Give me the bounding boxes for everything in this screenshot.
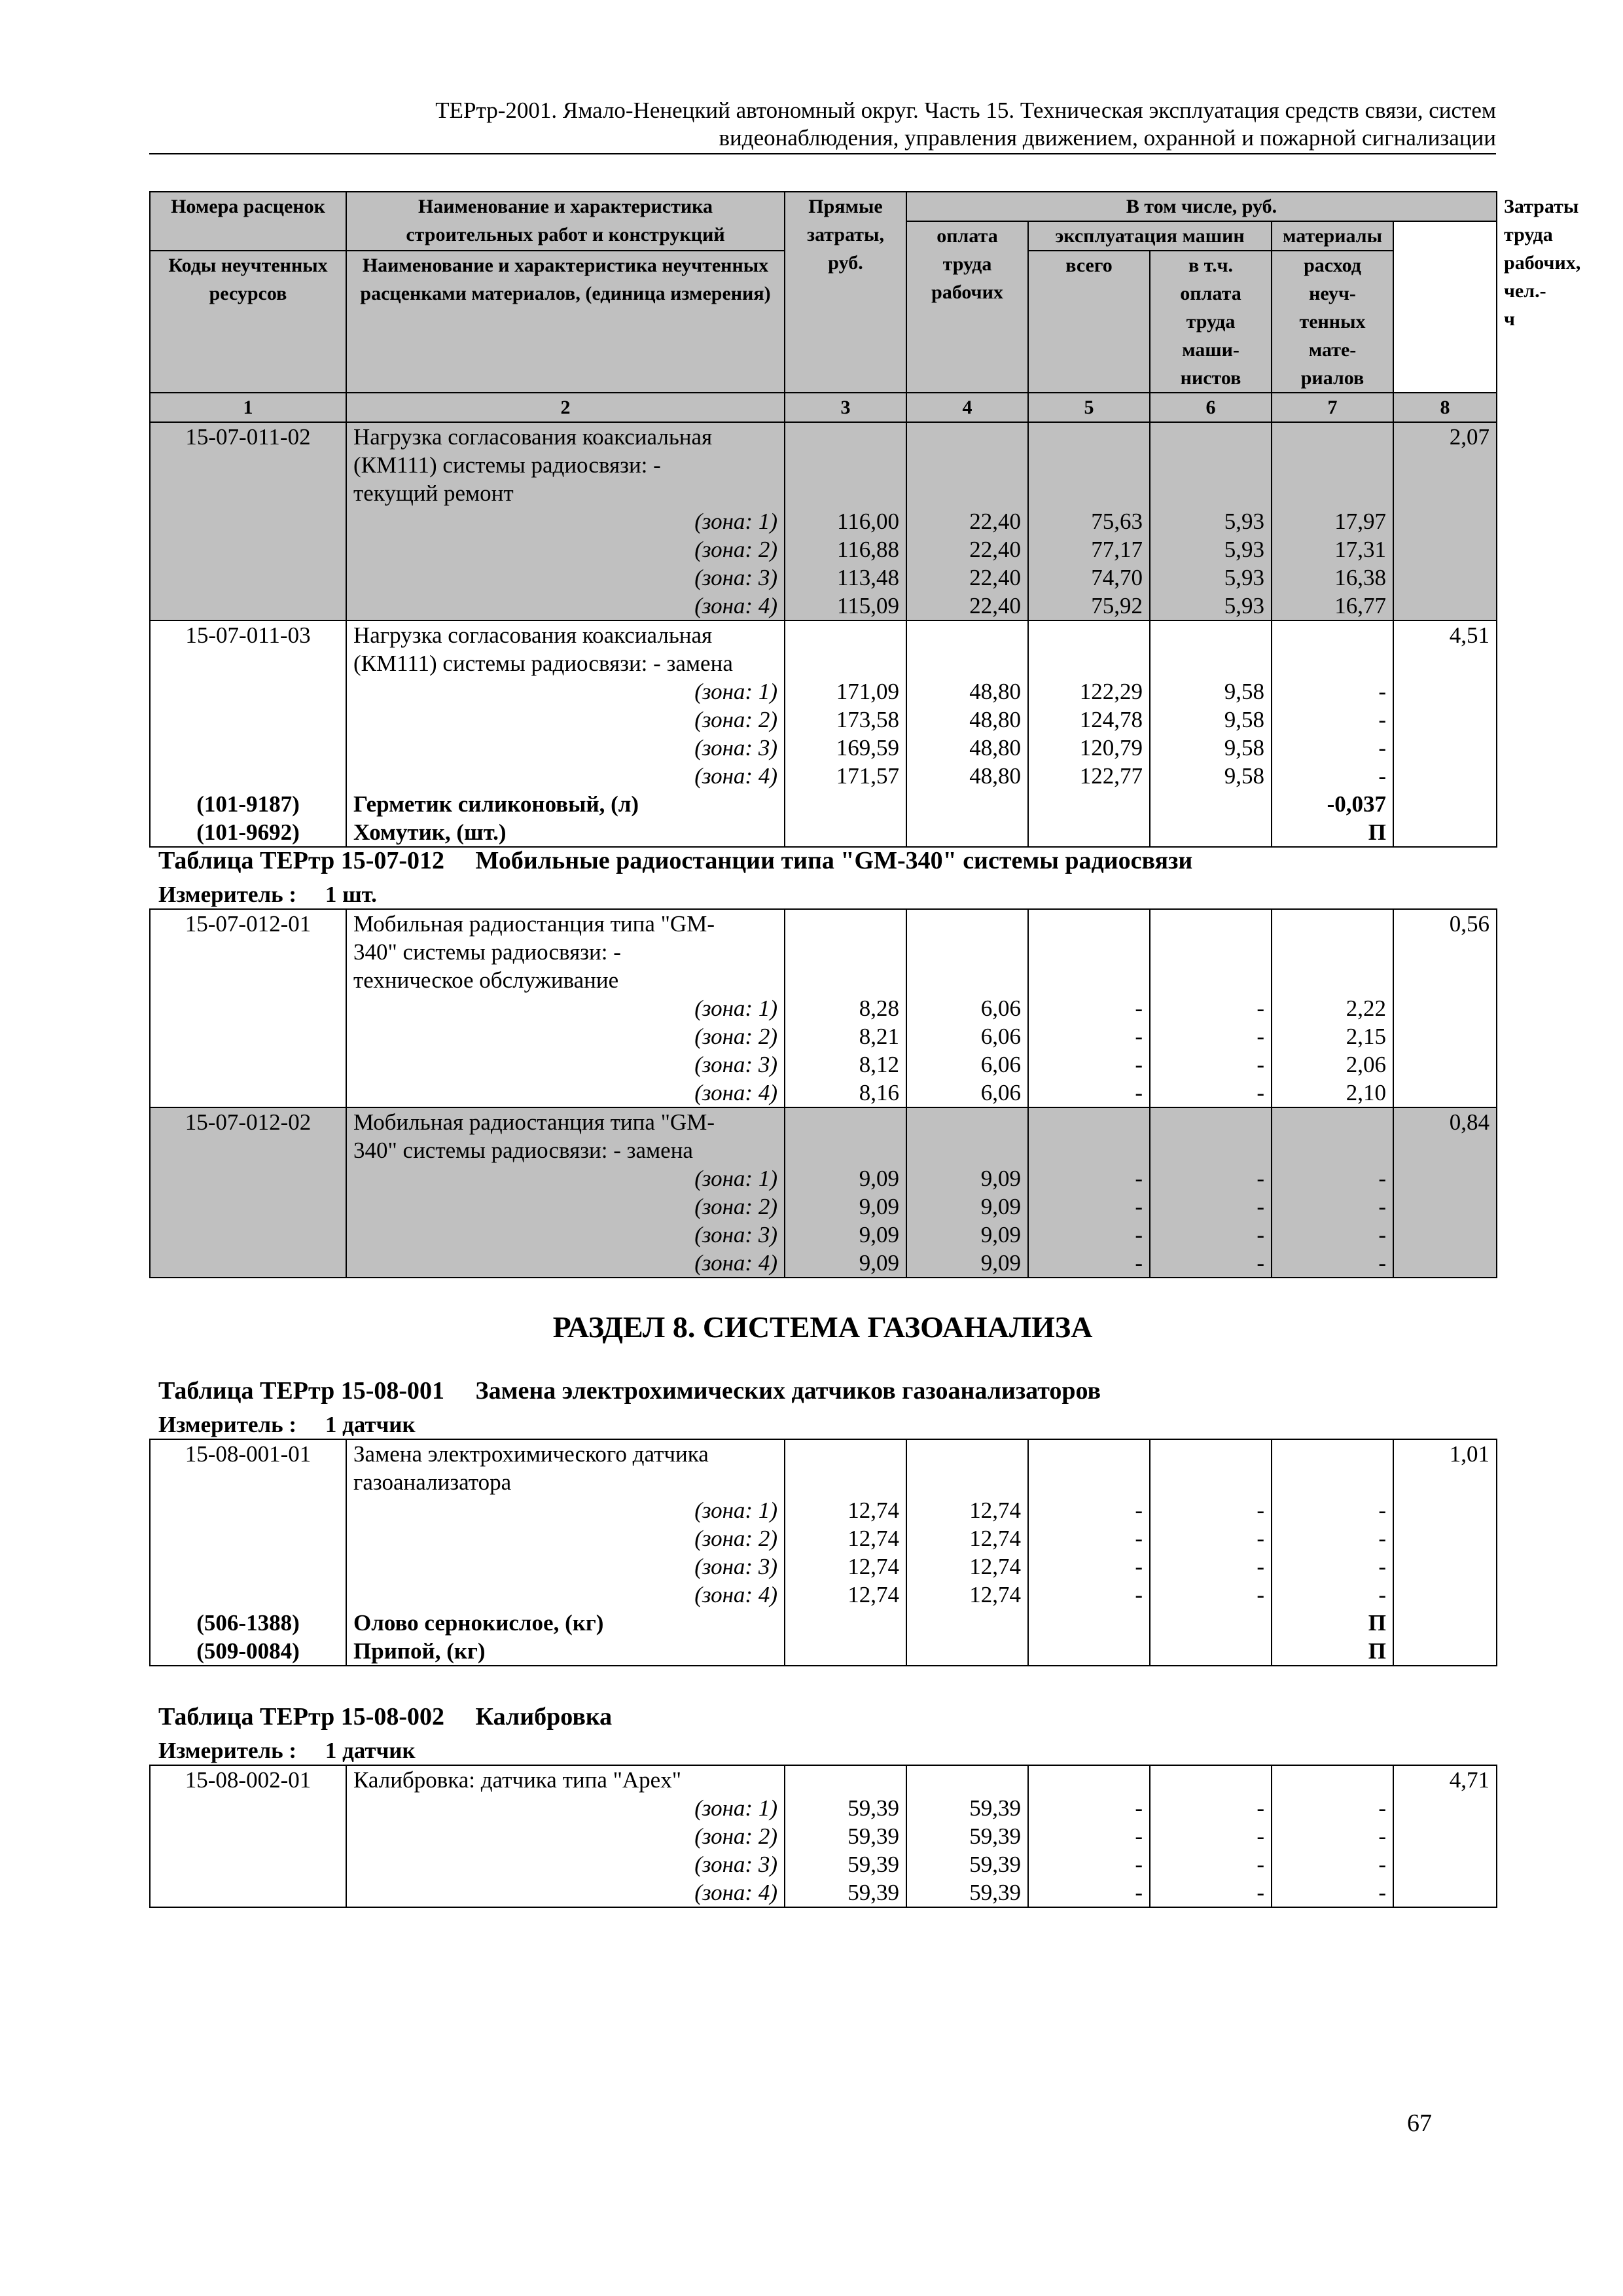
cell-v5: 74,70 [1028,564,1150,592]
table-row [150,535,1497,564]
table-row [150,994,1497,1022]
col-num: 2 [346,393,785,422]
cell-v3: 12,74 [785,1496,906,1524]
labor-cost: 0,56 [1393,909,1497,994]
table-row [150,1249,1497,1278]
cell-v6: - [1150,1581,1272,1609]
table-row [150,592,1497,620]
col-num: 6 [1150,393,1272,422]
cell-v7: 2,22 [1272,994,1393,1022]
cell-v3: 59,39 [785,1822,906,1850]
column-numbers-row [150,393,1497,422]
measure-15-07-012: Измеритель : 1 шт. [158,882,377,907]
zone-label: (зона: 4) [346,1249,785,1278]
cell-v3: 116,88 [785,535,906,564]
cell-v4: 22,40 [906,592,1028,620]
cell-v6: - [1150,1794,1272,1822]
measure-15-08-002: Измеритель : 1 датчик [158,1738,416,1763]
cell-v3: 12,74 [785,1524,906,1552]
cell-v5: - [1028,994,1150,1022]
cell-v6: - [1150,1079,1272,1107]
zone-label: (зона: 1) [346,507,785,535]
material-row [150,790,1497,818]
cell-v3: 115,09 [785,592,906,620]
cell-v7: - [1272,1794,1393,1822]
cell-v5: - [1028,1249,1150,1278]
zone-label: (зона: 3) [346,564,785,592]
cell-v5: - [1028,1850,1150,1878]
rate-name-line: Замена электрохимического датчика [353,1441,709,1467]
cell-v3: 9,09 [785,1221,906,1249]
rate-name-line: 340" системы радиосвязи: - замена [353,1138,693,1163]
cell-v6: - [1150,1850,1272,1878]
cell-v4: 6,06 [906,1022,1028,1050]
cell-v5: 124,78 [1028,706,1150,734]
cell-v3: 116,00 [785,507,906,535]
table-row [150,1794,1497,1822]
cell-v7: - [1272,1878,1393,1907]
col4-header: оплата труда рабочих [906,221,1028,393]
cell-v3: 8,21 [785,1022,906,1050]
table-row [150,1193,1497,1221]
col-num: 4 [906,393,1028,422]
col-num: 8 [1393,393,1497,422]
cell-v6: - [1150,994,1272,1022]
labor-cost: 4,71 [1393,1765,1497,1794]
cell-v7: - [1272,762,1393,790]
cell-v7: - [1272,1581,1393,1609]
labor-cost: 4,51 [1393,620,1497,677]
cell-v7: 2,06 [1272,1050,1393,1079]
zone-label: (зона: 3) [346,1552,785,1581]
cell-v5: - [1028,1164,1150,1193]
cell-v6: 9,58 [1150,762,1272,790]
zone-label: (зона: 3) [346,1850,785,1878]
cell-v6: - [1150,1822,1272,1850]
including-header: В том числе, руб. [906,192,1497,221]
material-row [150,1637,1497,1666]
material-code: (101-9692) [150,818,346,847]
cell-v7: 2,10 [1272,1079,1393,1107]
rate-code: 15-07-012-01 [150,909,346,994]
zone-label: (зона: 1) [346,994,785,1022]
cell-v5: - [1028,1822,1150,1850]
rate-name-line: Мобильная радиостанция типа "GM- [353,911,715,937]
rates-table-15-07-012 [149,908,1497,1278]
col6-header: в т.ч. оплата труда маши-нистов [1150,251,1272,393]
material-name: Хомутик, (шт.) [346,818,785,847]
material-consumption: П [1272,1609,1393,1637]
table-row [150,1822,1497,1850]
zone-label: (зона: 2) [346,1022,785,1050]
page-number: 67 [1407,2109,1432,2137]
cell-v3: 59,39 [785,1850,906,1878]
zone-label: (зона: 4) [346,1079,785,1107]
table-row [150,1022,1497,1050]
material-name: Герметик силиконовый, (л) [346,790,785,818]
cell-v6: 9,58 [1150,734,1272,762]
material-consumption: -0,037 [1272,790,1393,818]
cell-v6: - [1150,1524,1272,1552]
cell-v4: 12,74 [906,1581,1028,1609]
page-header [149,97,1496,154]
col-num: 7 [1272,393,1393,422]
cell-v3: 59,39 [785,1878,906,1907]
material-code: (506-1388) [150,1609,346,1637]
cell-v7: - [1272,1552,1393,1581]
rate-name [346,620,785,677]
cell-v5: - [1028,1079,1150,1107]
zone-label: (зона: 3) [346,1221,785,1249]
cell-v3: 169,59 [785,734,906,762]
cell-v7: 2,15 [1272,1022,1393,1050]
rate-code: 15-08-002-01 [150,1765,346,1794]
cell-v4: 9,09 [906,1221,1028,1249]
cell-v4: 9,09 [906,1193,1028,1221]
col-num: 3 [785,393,906,422]
cell-v3: 173,58 [785,706,906,734]
cell-v3: 171,57 [785,762,906,790]
col5-header: всего [1028,251,1150,393]
col1-header-bottom: Коды неучтенных ресурсов [150,251,346,393]
cell-v6: - [1150,1878,1272,1907]
labor-cost: 2,07 [1393,422,1497,507]
cell-v3: 171,09 [785,677,906,706]
cell-v5: - [1028,1552,1150,1581]
material-code: (101-9187) [150,790,346,818]
cell-v4: 12,74 [906,1496,1028,1524]
cell-v5: - [1028,1524,1150,1552]
cell-v7: - [1272,1822,1393,1850]
rate-name-line: Нагрузка согласования коаксиальная [353,622,713,648]
cell-v5: 77,17 [1028,535,1150,564]
col2-header-top: Наименование и характеристика строительных работ и конструкций [346,192,785,251]
cell-v4: 6,06 [906,1079,1028,1107]
table-row [150,1765,1497,1794]
materials-header: материалы [1272,221,1393,251]
material-consumption: П [1272,818,1393,847]
labor-cost: 1,01 [1393,1439,1497,1496]
cell-v7: - [1272,1249,1393,1278]
zone-label: (зона: 4) [346,1878,785,1907]
zone-label: (зона: 2) [346,1193,785,1221]
col1-header-top: Номера расценок [150,192,346,251]
cell-v6: - [1150,1022,1272,1050]
table-row [150,564,1497,592]
material-name: Припой, (кг) [346,1637,785,1666]
table-title-15-08-002: Таблица ТЕРтр 15-08-002 Калибровка [158,1703,613,1731]
material-code: (509-0084) [150,1637,346,1666]
cell-v4: 59,39 [906,1822,1028,1850]
section-8-title: РАЗДЕЛ 8. СИСТЕМА ГАЗОАНАЛИЗА [552,1310,1093,1344]
cell-v3: 9,09 [785,1164,906,1193]
cell-v5: - [1028,1496,1150,1524]
cell-v6: - [1150,1193,1272,1221]
cell-v3: 8,28 [785,994,906,1022]
table-row [150,1439,1497,1496]
rate-code: 15-07-011-02 [150,422,346,507]
zone-label: (зона: 4) [346,592,785,620]
col3-header: Прямые затраты, руб. [785,192,906,393]
cell-v6: 5,93 [1150,507,1272,535]
cell-v4: 48,80 [906,734,1028,762]
cell-v7: - [1272,1193,1393,1221]
rate-code: 15-07-012-02 [150,1107,346,1164]
cell-v6: 5,93 [1150,592,1272,620]
cell-v4: 22,40 [906,535,1028,564]
cell-v7: - [1272,1524,1393,1552]
table-row [150,1850,1497,1878]
cell-v4: 59,39 [906,1850,1028,1878]
cell-v7: 16,77 [1272,592,1393,620]
cell-v3: 12,74 [785,1581,906,1609]
cell-v5: 122,77 [1028,762,1150,790]
cell-v4: 22,40 [906,507,1028,535]
cell-v5: 75,63 [1028,507,1150,535]
rate-name-line: техническое обслуживание [353,967,619,993]
rates-table-15-08-002 [149,1765,1497,1908]
cell-v4: 12,74 [906,1524,1028,1552]
table-title-15-08-001: Таблица ТЕРтр 15-08-001 Замена электрохимических датчиков газоанализаторов [158,1377,1101,1405]
cell-v3: 9,09 [785,1193,906,1221]
cell-v5: - [1028,1794,1150,1822]
cell-v6: 9,58 [1150,677,1272,706]
cell-v4: 6,06 [906,1050,1028,1079]
cell-v7: 17,97 [1272,507,1393,535]
cell-v7: 17,31 [1272,535,1393,564]
zone-label: (зона: 1) [346,677,785,706]
col-num: 1 [150,393,346,422]
cell-v3: 8,12 [785,1050,906,1079]
cell-v6: - [1150,1050,1272,1079]
cell-v5: - [1028,1221,1150,1249]
cell-v6: - [1150,1496,1272,1524]
cell-v5: 120,79 [1028,734,1150,762]
cell-v6: - [1150,1164,1272,1193]
zone-label: (зона: 2) [346,1822,785,1850]
cell-v6: - [1150,1221,1272,1249]
cell-v4: 9,09 [906,1249,1028,1278]
table-row [150,422,1497,507]
table-title-15-07-012: Таблица ТЕРтр 15-07-012 Мобильные радиостанции типа "GM-340" системы радиосвязи [158,847,1193,874]
table-row [150,1164,1497,1193]
cell-v4: 6,06 [906,994,1028,1022]
table-row [150,909,1497,994]
zone-label: (зона: 1) [346,1164,785,1193]
cell-v5: - [1028,1050,1150,1079]
header-line-1: ТЕРтр-2001. Ямало-Ненецкий автономный округ. Часть 15. Техническая эксплуатация средств связи, систем [435,98,1496,123]
zone-label: (зона: 2) [346,1524,785,1552]
zone-label: (зона: 2) [346,535,785,564]
material-consumption: П [1272,1637,1393,1666]
table-row [150,1552,1497,1581]
cell-v6: 9,58 [1150,706,1272,734]
cell-v7: - [1272,1850,1393,1878]
rate-name [346,1439,785,1496]
rate-name-line: (КМ111) системы радиосвязи: - [353,452,661,478]
cell-v5: - [1028,1193,1150,1221]
cell-v5: - [1028,1878,1150,1907]
table-row [150,734,1497,762]
table-row [150,1050,1497,1079]
cell-v3: 59,39 [785,1794,906,1822]
table-row [150,507,1497,535]
material-row [150,1609,1497,1637]
table-row [150,1221,1497,1249]
cell-v4: 22,40 [906,564,1028,592]
rate-name-line: (КМ111) системы радиосвязи: - замена [353,651,733,676]
rate-code: 15-08-001-01 [150,1439,346,1496]
cell-v7: - [1272,1221,1393,1249]
cell-v6: - [1150,1552,1272,1581]
cell-v7: - [1272,1164,1393,1193]
zone-label: (зона: 3) [346,1050,785,1079]
cell-v6: 5,93 [1150,564,1272,592]
rate-name: Калибровка: датчика типа "Apex" [346,1765,785,1794]
cell-v3: 8,16 [785,1079,906,1107]
header-line-2: видеонаблюдения, управления движением, охранной и пожарной сигнализации [719,125,1496,151]
cell-v4: 9,09 [906,1164,1028,1193]
zone-label: (зона: 3) [346,734,785,762]
cell-v7: - [1272,734,1393,762]
cell-v4: 12,74 [906,1552,1028,1581]
table-row [150,706,1497,734]
cell-v3: 12,74 [785,1552,906,1581]
cell-v4: 59,39 [906,1878,1028,1907]
cell-v7: - [1272,1496,1393,1524]
cell-v6: - [1150,1249,1272,1278]
cell-v7: 16,38 [1272,564,1393,592]
material-row [150,818,1497,847]
cell-v3: 113,48 [785,564,906,592]
rates-table-15-07-011: Номера расценок Наименование и характеристика строительных работ и конструкций Прямые затраты, руб. В том числе, руб. Затраты труда рабочих, чел.-ч оплата труда рабочих эксплуатация машин материалы Коды неучтенных ресурсов Наименование и характеристика неучтенных расценками материалов, (единица измерения) всего в т.ч. оплата труда маши-нистов расход неуч-тенных мате-риалов 1 2 3 4 5 6 7 8 15-07-011-02 Нагрузка согласования коаксиальная (КМ111) системы радиосвязи: - текущий ремонт 2,07 (зона: 1) 116,00 22,40 75,63 5,93 17,97 (зона: 2) 116,88 22,40 77,17 5,93 17,31 (зона: 3) 113,48 22,40 74,70 5,93 16,38 (зона: 4) 115,09 22,40 75,92 5,93 16,77 15-07-011-03 Нагрузка согласования коаксиальная (КМ111) системы радиосвязи: - замена 4,51 (зона: 1) 171,09 48,80 122,29 9,58 - (зона: 2) 173,58 48,80 124,78 9,58 - (зона: 3) 169,59 48,80 120,79 9,58 - (зона: 4) 171,57 48,80 122,77 9,58 - (101-9187) Герметик силиконовый, (л) -0,037 (101-9692) Хомутик, (шт.) П [149,191,1497,848]
cell-v4: 59,39 [906,1794,1028,1822]
table-row [150,762,1497,790]
table-row [150,1496,1497,1524]
rates-table-15-08-001 [149,1439,1497,1666]
cell-v7: - [1272,677,1393,706]
rate-name-line: Нагрузка согласования коаксиальная [353,424,713,450]
col-num: 5 [1028,393,1150,422]
zone-label: (зона: 1) [346,1496,785,1524]
zone-label: (зона: 2) [346,706,785,734]
table-row [150,1107,1497,1164]
cell-v4: 48,80 [906,677,1028,706]
cell-v7: - [1272,706,1393,734]
table-row [150,1524,1497,1552]
cell-v4: 48,80 [906,762,1028,790]
zone-label: (зона: 1) [346,1794,785,1822]
table-row [150,620,1497,677]
rate-name-line: газоанализатора [353,1469,512,1495]
cell-v6: 5,93 [1150,535,1272,564]
table-row [150,1581,1497,1609]
rate-name [346,422,785,507]
cell-v5: 122,29 [1028,677,1150,706]
cell-v5: - [1028,1581,1150,1609]
rate-code: 15-07-011-03 [150,620,346,677]
labor-cost: 0,84 [1393,1107,1497,1164]
rate-name-line: Мобильная радиостанция типа "GM- [353,1109,715,1135]
cell-v3: 9,09 [785,1249,906,1278]
table-row [150,1878,1497,1907]
table-row [150,677,1497,706]
machines-header: эксплуатация машин [1028,221,1272,251]
rate-name-line: текущий ремонт [353,480,514,506]
rate-name [346,909,785,994]
zone-label: (зона: 4) [346,762,785,790]
material-name: Олово сернокислое, (кг) [346,1609,785,1637]
measure-15-08-001: Измеритель : 1 датчик [158,1412,416,1437]
rate-name-line: 340" системы радиосвязи: - [353,939,621,965]
table-row [150,1079,1497,1107]
cell-v5: - [1028,1022,1150,1050]
cell-v5: 75,92 [1028,592,1150,620]
col7-header: расход неуч-тенных мате-риалов [1272,251,1393,393]
cell-v4: 48,80 [906,706,1028,734]
rate-name [346,1107,785,1164]
col2-header-bottom: Наименование и характеристика неучтенных расценками материалов, (единица измерения) [346,251,785,393]
zone-label: (зона: 4) [346,1581,785,1609]
